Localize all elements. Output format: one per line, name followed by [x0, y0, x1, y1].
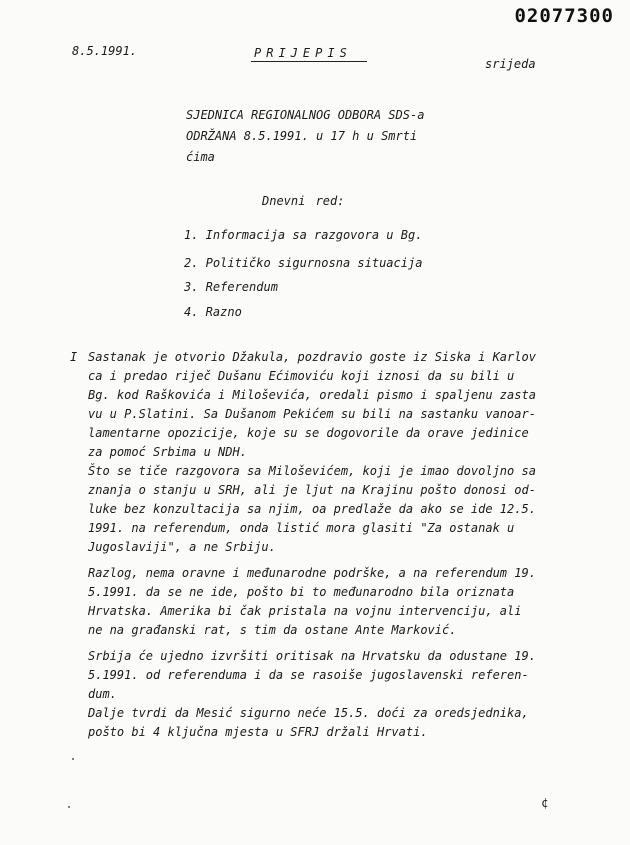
body-line: dum.: [88, 687, 117, 701]
body-line: 5.1991. od referenduma i da se rasoiše jugoslavenski referen-: [88, 668, 529, 682]
body-line: vu u P.Slatini. Sa Dušanom Pekićem su bili na sastanku vanoar-: [88, 407, 536, 421]
agenda-item: 2. Političko sigurnosna situacija: [184, 256, 423, 270]
body-line: Srbija će ujedno izvršiti oritisak na Hrvatsku da odustane 19.: [88, 649, 536, 663]
meeting-title-line: ćima: [186, 150, 215, 164]
meeting-title-line: ODRŽANA 8.5.1991. u 17 h u Smrti: [186, 129, 418, 143]
body-line: znanja o stanju u SRH, ali je ljut na Krajinu pošto donosi od-: [88, 483, 536, 497]
body-line: Bg. kod Raškovića i Miloševića, oredali pismo i spaljenu zasta: [88, 388, 536, 402]
body-line: Sastanak je otvorio Džakula, pozdravio goste iz Siska i Karlov: [88, 350, 536, 364]
section-marker: I: [70, 350, 78, 364]
agenda-item: 3. Referendum: [184, 280, 278, 294]
heading-underline: [251, 61, 367, 62]
body-line: ca i predao riječ Dušanu Ećimoviću koji iznosi da su bili u: [88, 369, 515, 383]
scan-speck: [72, 758, 74, 760]
body-line: pošto bi 4 ključna mjesta u SFRJ držali Hrvati.: [88, 725, 428, 739]
document-heading: PRIJEPIS: [254, 46, 352, 60]
body-line: Hrvatska. Amerika bi čak pristala na vojnu intervenciju, ali: [88, 604, 522, 618]
body-line: 5.1991. da se ne ide, pošto bi to međunarodno bila oriznata: [88, 585, 515, 599]
body-line: za pomoć Srbima u NDH.: [88, 445, 247, 459]
body-line: Razlog, nema oravne i međunarodne podrške, a na referendum 19.: [88, 566, 536, 580]
body-line: Dalje tvrdi da Mesić sigurno neće 15.5. doći za oredsjednika,: [88, 706, 529, 720]
meeting-title-line: SJEDNICA REGIONALNOG ODBORA SDS-a: [186, 108, 425, 122]
document-number: 02077300: [514, 5, 614, 27]
body-line: Jugoslaviji", a ne Srbiju.: [88, 540, 276, 554]
scan-speck: [68, 806, 70, 808]
body-line: 1991. na referendum, onda listić mora glasiti "Za ostanak u: [88, 521, 515, 535]
document-date: 8.5.1991.: [72, 44, 138, 58]
agenda-title: Dnevni red:: [262, 194, 345, 208]
weekday: srijeda: [485, 57, 536, 71]
body-line: luke bez konzultacija sa njim, oa predlaže da ako se ide 12.5.: [88, 502, 536, 516]
body-line: ne na građanski rat, s tim da ostane Ante Marković.: [88, 623, 457, 637]
agenda-item: 4. Razno: [184, 305, 242, 319]
body-line: lamentarne opozicije, koje su se dogovorile da orave jedinice: [88, 426, 529, 440]
agenda-item: 1. Informacija sa razgovora u Bg.: [184, 228, 423, 242]
body-line: Što se tiče razgovora sa Miloševićem, koji je imao dovoljno sa: [88, 464, 536, 478]
margin-mark: ¢: [541, 796, 549, 810]
